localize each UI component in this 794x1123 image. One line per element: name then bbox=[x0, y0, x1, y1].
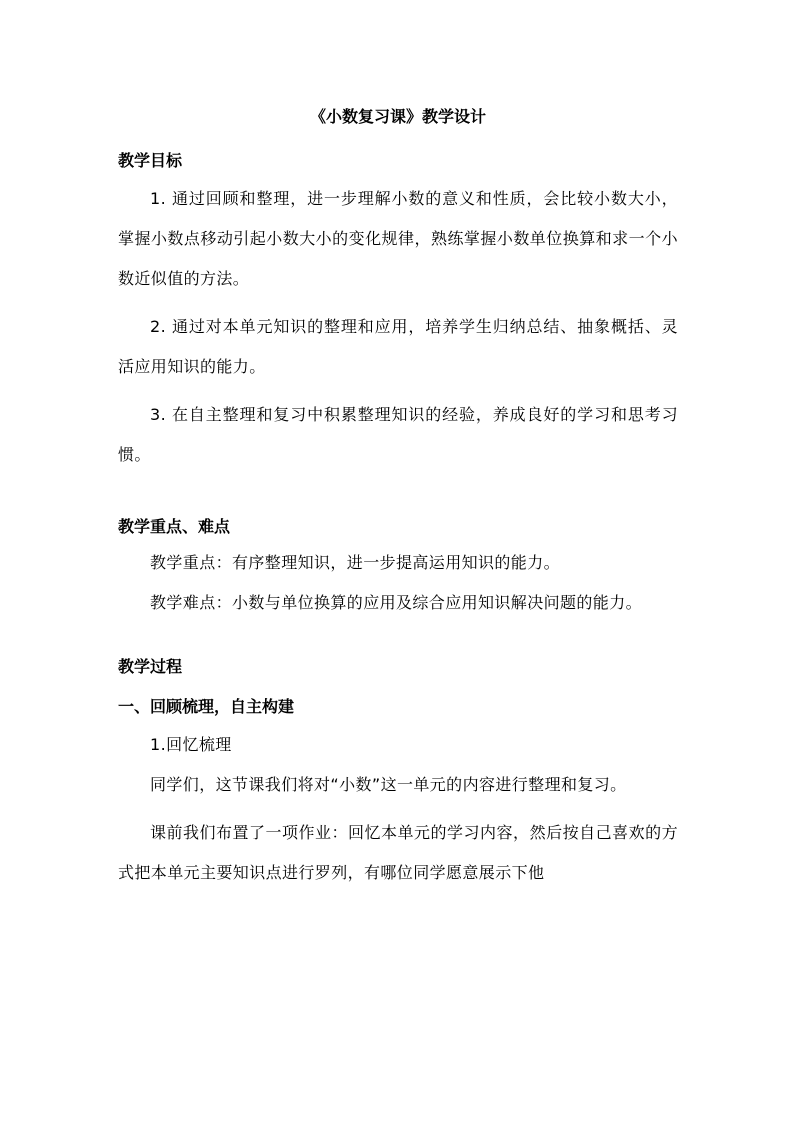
section-heading-process: 教学过程 bbox=[118, 657, 183, 676]
process-step-title: 1.回忆梳理 bbox=[150, 735, 232, 754]
document-title: 《小数复习课》教学设计 bbox=[309, 107, 486, 126]
process-paragraph-1: 同学们，这节课我们将对“小数”这一单元的内容进行整理和复习。 bbox=[150, 775, 627, 794]
process-subheading: 一、回顾梳理，自主构建 bbox=[118, 697, 295, 716]
process-paragraph-2: 课前我们布置了一项作业：回忆本单元的学习内容，然后按自己喜欢的方式把本单元主要知识点进行罗列，有哪位同学愿意展示下他 bbox=[118, 823, 678, 882]
section-gap bbox=[118, 623, 678, 653]
section-heading-objectives: 教学目标 bbox=[118, 151, 183, 170]
objective-item-2: 2. 通过对本单元知识的整理和应用，培养学生归纳总结、抽象概括、灵活应用知识的能力。 bbox=[118, 317, 678, 376]
document-content bbox=[118, 103, 678, 893]
section-heading-key-points: 教学重点、难点 bbox=[118, 517, 231, 536]
key-point-item-2: 教学难点：小数与单位换算的应用及综合应用知识解决问题的能力。 bbox=[150, 593, 643, 612]
objective-item-1: 1. 通过回顾和整理，进一步理解小数的意义和性质，会比较小数大小，掌握小数点移动引起小数大小的变化规律，熟练掌握小数单位换算和求一个小数近似值的方法。 bbox=[118, 189, 678, 288]
objective-item-3: 3. 在自主整理和复习中积累整理知识的经验，养成良好的学习和思考习惯。 bbox=[118, 405, 678, 464]
section-gap bbox=[118, 475, 678, 513]
key-point-item-1: 教学重点：有序整理知识，进一步提高运用知识的能力。 bbox=[150, 553, 561, 572]
